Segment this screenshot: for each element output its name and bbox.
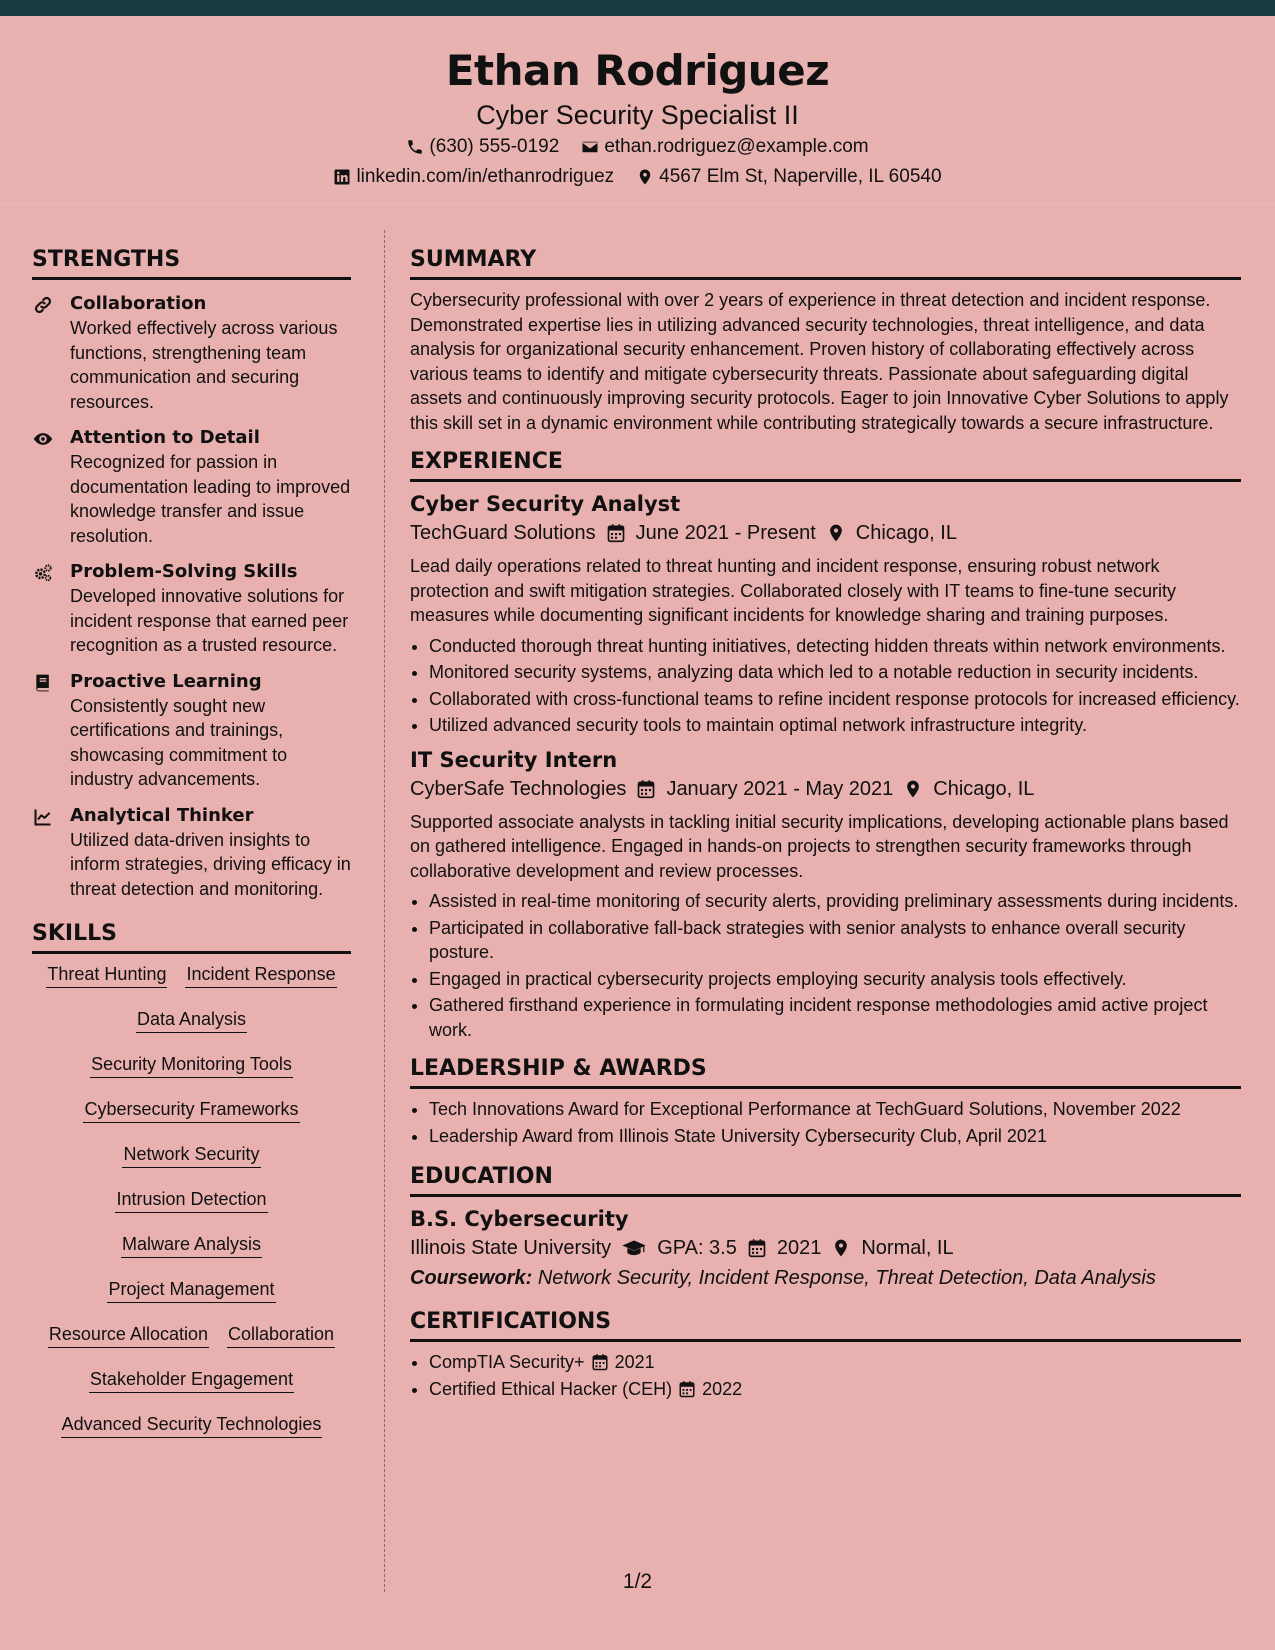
phone-text[interactable]: (630) 555-0192: [429, 136, 560, 157]
address-contact: [636, 162, 941, 192]
skill-tag: Threat Hunting: [46, 962, 167, 988]
candidate-title: Cyber Security Specialist II: [476, 100, 799, 130]
job-meta: [410, 774, 1241, 804]
linkedin-text[interactable]: linkedin.com/in/ethanrodriguez: [356, 166, 615, 187]
job-bullet: • Collaborated with cross-functional teams to refine incident response protocols for increased efficiency.: [429, 687, 1241, 712]
skill-row: [32, 1007, 351, 1033]
top-accent-bar: [0, 0, 1275, 16]
award-item: • Tech Innovations Award for Exceptional Performance at TechGuard Solutions, November 2022: [429, 1097, 1241, 1122]
candidate-name: Ethan Rodriguez: [445, 46, 830, 95]
certification-item: [429, 1350, 1241, 1375]
skill-row: [32, 1142, 351, 1168]
job-bullet: • Engaged in practical cybersecurity projects employing security analysis tools effectively.: [429, 967, 1241, 992]
awards-heading: LEADERSHIP & AWARDS: [410, 1054, 1241, 1089]
strength-desc: Consistently sought new certifications and trainings, showcasing commitment to industry advancements.: [70, 695, 288, 789]
calendar-icon: [678, 1380, 696, 1398]
job-bullet: • Utilized advanced security tools to maintain optimal network infrastructure integrity.: [429, 713, 1241, 738]
book-icon: [32, 670, 70, 792]
column-divider: [384, 230, 385, 1592]
job-bullet: • Assisted in real-time monitoring of security alerts, providing preliminary assessments during incidents.: [429, 889, 1241, 914]
summary-text: Cybersecurity professional with over 2 years of experience in threat detection and incident response. Demonstrated expertise lies in utilizing advanced security technologies, threat intelligence, and data analysis for organizational security enhancement. Proven history of collaborating effectively across various teams to identify and mitigate cybersecurity threats. Passionate about safeguarding digital assets and continuously improving security protocols. Eager to join Innovative Cyber Solutions to apply this skill set in a dynamic environment while contributing strategically towards a secure infrastructure.: [410, 290, 1229, 433]
strength-item: [32, 804, 351, 902]
link-icon: [32, 292, 70, 414]
strength-title: Attention to Detail: [70, 427, 260, 448]
certification-year: 2022: [702, 1378, 743, 1399]
right-column: [410, 245, 1241, 1409]
job-bullet: • Monitored security systems, analyzing data which led to a notable reduction in security incidents.: [429, 660, 1241, 685]
degree-title: B.S. Cybersecurity: [410, 1207, 629, 1231]
certification-name: • Certified Ethical Hacker (CEH): [429, 1378, 673, 1399]
map-pin-icon: [826, 523, 846, 543]
graduation-year: 2021: [776, 1237, 822, 1259]
job-entry: [410, 490, 1241, 738]
calendar-icon: [591, 1353, 609, 1371]
skill-row: [32, 1367, 351, 1393]
job-location: Chicago, IL: [855, 522, 957, 544]
job-bullets: [410, 889, 1241, 1042]
envelope-icon: [581, 138, 599, 156]
strength-desc: Recognized for passion in documentation leading to improved knowledge transfer and issue resolution.: [70, 452, 351, 546]
calendar-icon: [606, 523, 626, 543]
eye-icon: [32, 426, 70, 548]
skill-tag: Advanced Security Technologies: [61, 1412, 323, 1438]
certification-year: 2021: [614, 1352, 655, 1372]
job-bullets: [410, 634, 1241, 738]
school-location: Normal, IL: [861, 1237, 954, 1259]
skill-row: [32, 962, 351, 988]
skill-tag: Data Analysis: [136, 1007, 247, 1033]
skill-row: [32, 1232, 351, 1258]
certifications-heading: CERTIFICATIONS: [410, 1307, 1241, 1342]
skills-heading: SKILLS: [32, 919, 351, 954]
gpa: GPA: 3.5: [657, 1237, 737, 1259]
job-company: TechGuard Solutions: [410, 522, 596, 544]
award-item: • Leadership Award from Illinois State University Cybersecurity Club, April 2021: [429, 1124, 1241, 1149]
coursework-label: Coursework:: [410, 1267, 533, 1289]
job-company: CyberSafe Technologies: [410, 777, 627, 800]
job-bullet: • Participated in collaborative fall-back strategies with senior analysts to enhance overall security posture.: [429, 916, 1241, 965]
strength-item: [32, 670, 351, 792]
calendar-icon: [747, 1238, 767, 1258]
certification-item: [429, 1377, 1241, 1402]
skill-row: [32, 1097, 351, 1123]
email-contact: [581, 132, 868, 162]
address-text: 4567 Elm St, Naperville, IL 60540: [659, 166, 942, 187]
job-meta: [410, 518, 1241, 548]
strength-title: Problem-Solving Skills: [70, 561, 298, 582]
strength-desc: Worked effectively across various functions, strengthening team communication and securing resources.: [70, 318, 338, 412]
skill-row: [32, 1187, 351, 1213]
strength-item: [32, 426, 351, 548]
coursework: [410, 1263, 1241, 1293]
education-heading: EDUCATION: [410, 1162, 1241, 1197]
coursework-text: Network Security, Incident Response, Threat Detection, Data Analysis: [537, 1267, 1156, 1289]
chart-line-icon: [32, 804, 70, 902]
education-meta: [410, 1233, 1241, 1263]
skill-row: [32, 1277, 351, 1303]
summary-heading: SUMMARY: [410, 245, 1241, 280]
header-separator: [0, 203, 1275, 204]
skill-tag: Network Security: [122, 1142, 260, 1168]
skill-tag: Malware Analysis: [121, 1232, 262, 1258]
skill-tag: Intrusion Detection: [115, 1187, 267, 1213]
strength-title: Proactive Learning: [70, 670, 262, 692]
job-dates: June 2021 - Present: [635, 522, 816, 544]
left-column: [32, 245, 351, 1457]
calendar-icon: [636, 779, 656, 799]
linkedin-icon: [333, 168, 351, 186]
strength-title: Collaboration: [70, 293, 207, 314]
strengths-heading: STRENGTHS: [32, 245, 351, 280]
skill-tag: Resource Allocation: [48, 1322, 209, 1348]
email-text[interactable]: ethan.rodriguez@example.com: [604, 136, 869, 157]
skills-list: [32, 962, 351, 1438]
gears-icon: [32, 560, 70, 658]
skill-row: [32, 1052, 351, 1078]
skill-tag: Security Monitoring Tools: [90, 1052, 293, 1078]
skill-row: [32, 1412, 351, 1438]
experience-heading: EXPERIENCE: [410, 447, 1241, 482]
skill-tag: Incident Response: [185, 962, 336, 988]
certification-name: • CompTIA Security+: [429, 1352, 585, 1372]
contact-row-1: [0, 132, 1275, 162]
map-pin-icon: [636, 168, 654, 186]
job-bullet: • Conducted thorough threat hunting initiatives, detecting hidden threats within network environments.: [429, 634, 1241, 659]
skill-tag: Project Management: [107, 1277, 275, 1303]
job-entry: [410, 746, 1241, 1043]
school-name: Illinois State University: [410, 1237, 612, 1259]
job-title: Cyber Security Analyst: [410, 492, 681, 516]
job-bullet: • Gathered firsthand experience in formulating incident response methodologies amid active project work.: [429, 993, 1241, 1042]
certifications-list: [410, 1350, 1241, 1401]
job-description: Lead daily operations related to threat hunting and incident response, ensuring robust network protection and swift mitigation strategies. Collaborated closely with IT teams to fine-tune security measures while documenting significant incidents for knowledge sharing and training purposes.: [410, 556, 1177, 625]
strength-item: [32, 292, 351, 414]
phone-contact: [406, 132, 559, 162]
skill-tag: Collaboration: [227, 1322, 335, 1348]
graduation-cap-icon: [621, 1238, 647, 1258]
strength-item: [32, 560, 351, 658]
skill-tag: Cybersecurity Frameworks: [83, 1097, 299, 1123]
awards-list: [410, 1097, 1241, 1148]
linkedin-contact: [333, 162, 614, 192]
strength-desc: Developed innovative solutions for incident response that earned peer recognition as a trusted resource.: [70, 586, 349, 655]
job-title: IT Security Intern: [410, 747, 618, 772]
contact-row-2: [0, 162, 1275, 192]
skill-tag: Stakeholder Engagement: [89, 1367, 294, 1393]
map-pin-icon: [903, 779, 923, 799]
strength-desc: Utilized data-driven insights to inform strategies, driving efficacy in threat detection and monitoring.: [70, 829, 351, 899]
phone-icon: [406, 138, 424, 156]
page-number: 1/2: [622, 1570, 653, 1593]
job-dates: January 2021 - May 2021: [666, 777, 894, 800]
job-location: Chicago, IL: [933, 777, 1035, 800]
resume-header: [0, 16, 1275, 203]
skill-row: [32, 1322, 351, 1348]
map-pin-icon: [831, 1238, 851, 1258]
job-description: Supported associate analysts in tackling initial security implications, developing actionable plans based on gathered intelligence. Engaged in hands-on projects to strengthen security frameworks through collaborative development and review processes.: [410, 811, 1229, 881]
strength-title: Analytical Thinker: [70, 804, 254, 826]
